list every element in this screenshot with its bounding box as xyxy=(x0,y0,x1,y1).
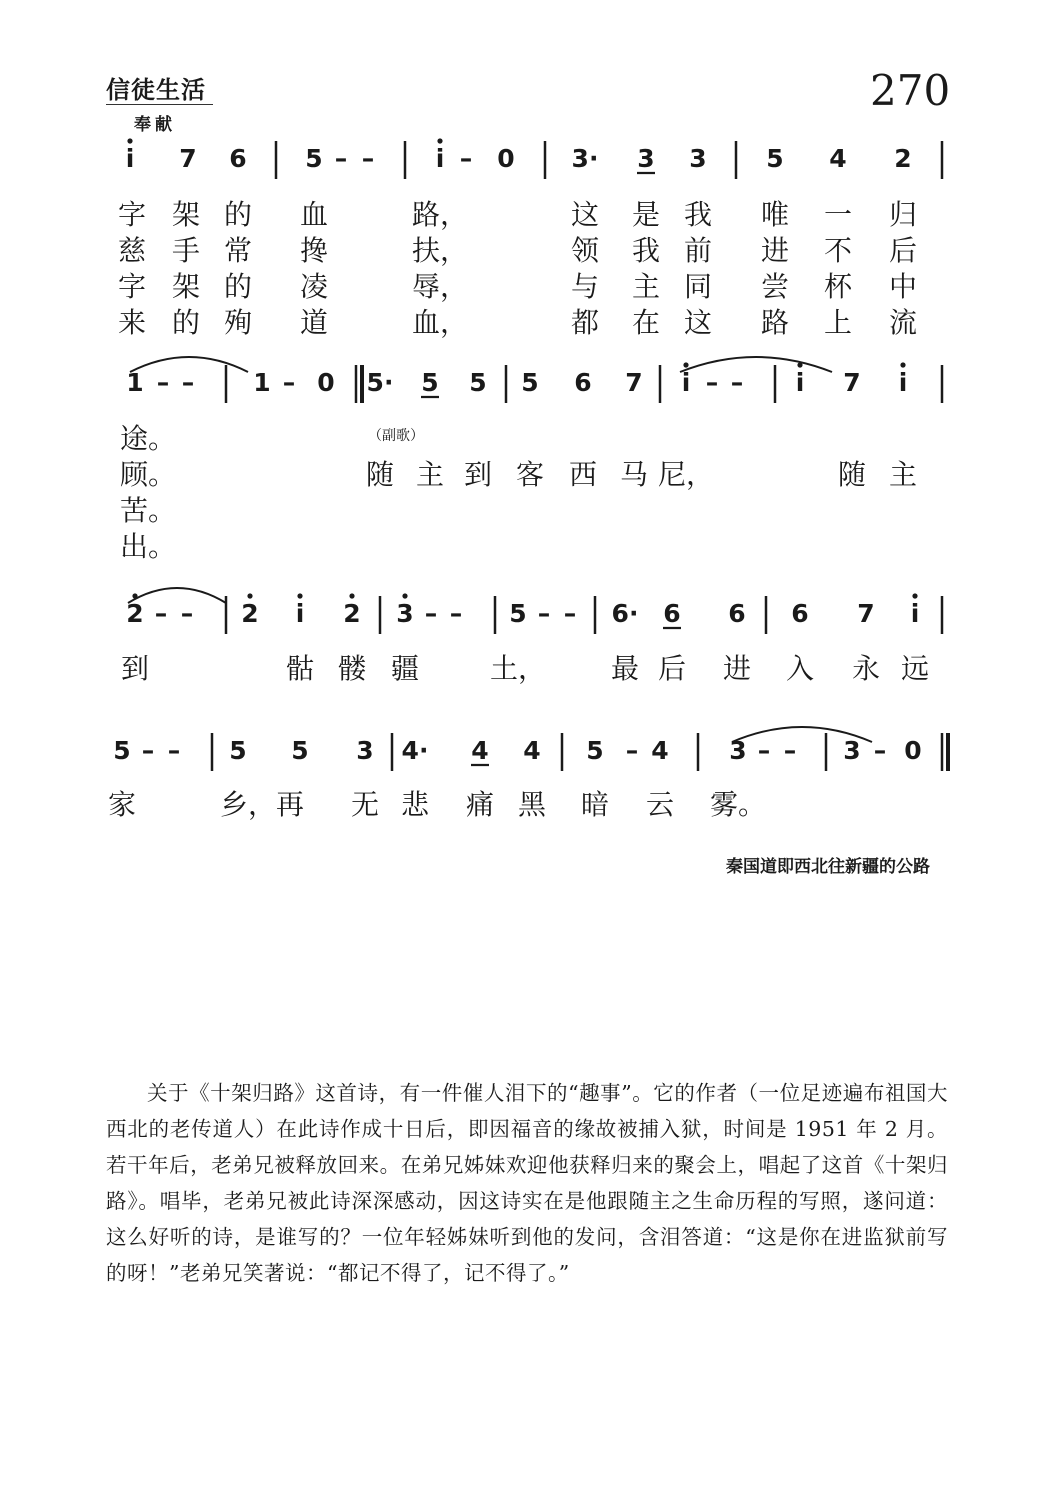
lyric-char: 悲 xyxy=(400,788,430,821)
lyric-char: 随 xyxy=(837,458,867,491)
note: 3 xyxy=(637,144,655,173)
lyric-char: 常 xyxy=(223,234,253,267)
lyric-char: 血， xyxy=(411,306,469,339)
lyric-char: 手 xyxy=(171,234,201,267)
note: – xyxy=(334,144,348,173)
lyric-char: 暗 xyxy=(580,788,610,821)
note: – xyxy=(537,599,551,628)
note: 0 xyxy=(904,736,922,765)
note: 2 xyxy=(343,599,361,628)
story-paragraph: 关于《十架归路》这首诗，有一件催人泪下的“趣事”。它的作者（一位足迹遍布祖国大西北的老传道人）在此诗作成十日后，即因福音的缘故被捕入狱，时间是 1951 年 2 月。若干年后，老弟兄被释放回来。在弟兄姊妹欢迎他获释归来的聚会上，唱起了这首《十架归路》。唱毕，老弟兄被此诗深深感动，因这诗实在是他跟随主之生命历程的写照，遂问道：这么好听的诗，是谁写的？一位年轻姊妹听到他的发问，含泪答道：“这是你在进监狱前写的呀！”老弟兄笑著说：“都记不得了，记不得了。” xyxy=(106,1081,948,1285)
note: 0 xyxy=(497,144,515,173)
note: 2 xyxy=(126,599,144,628)
lyric-char: 路 xyxy=(760,306,790,339)
lyric-char: 凌 xyxy=(299,270,329,303)
lyric-char: 与 xyxy=(570,270,600,303)
tie-slur xyxy=(680,357,832,372)
note: 6 xyxy=(791,599,809,628)
note: 1 xyxy=(253,368,271,397)
note: – xyxy=(282,368,296,397)
note: 2 xyxy=(894,144,912,173)
lyric-verse-end: 苦。 xyxy=(120,494,177,527)
lyric-char: 痛 xyxy=(465,788,495,821)
lyric-char: 我 xyxy=(631,234,661,267)
lyric-char: 搀 xyxy=(299,234,329,267)
note: 5 xyxy=(229,736,247,765)
lyric-char: 主 xyxy=(631,270,661,303)
lyric-char: 的 xyxy=(223,270,253,303)
note: i xyxy=(295,599,305,628)
lyric-char: 路， xyxy=(411,198,469,231)
note: – xyxy=(449,599,463,628)
note: 7 xyxy=(857,599,875,628)
note: 5 xyxy=(509,599,527,628)
lyric-char: 主 xyxy=(415,458,445,491)
refrain-label: （副歌） xyxy=(368,428,424,444)
score-footnote: 秦国道即西北往新疆的公路 xyxy=(726,857,930,877)
octave-dot xyxy=(297,593,302,598)
note: 6 xyxy=(229,144,247,173)
lyric-char: 无 xyxy=(350,788,380,821)
lyric-char: 这 xyxy=(570,198,600,231)
octave-dot xyxy=(437,138,442,143)
lyric-char: 永 xyxy=(851,652,881,685)
note: 6 xyxy=(663,599,681,628)
note: 4 xyxy=(471,736,489,765)
lyric-char: 在 xyxy=(631,306,661,339)
lyric-char: 髅 xyxy=(337,652,367,685)
note: i xyxy=(898,368,908,397)
note: – xyxy=(361,144,375,173)
lyric-char: 土， xyxy=(489,652,547,685)
note: – xyxy=(783,736,797,765)
lyric-char: 进 xyxy=(760,234,790,267)
note: 4· xyxy=(401,736,429,765)
lyric-char: 到 xyxy=(463,458,493,491)
note: 7 xyxy=(625,368,643,397)
note: 3 xyxy=(729,736,747,765)
octave-dot xyxy=(402,593,407,598)
note: 7 xyxy=(179,144,197,173)
note: 3 xyxy=(843,736,861,765)
note: 1 xyxy=(126,368,144,397)
note: – xyxy=(180,599,194,628)
note: – xyxy=(757,736,771,765)
note: 5 xyxy=(766,144,784,173)
lyric-char: 尝 xyxy=(760,270,790,303)
section-label: 奉献 xyxy=(134,115,176,135)
lyric-char: 领 xyxy=(570,234,600,267)
lyric-char: 最 xyxy=(610,652,640,685)
note: – xyxy=(181,368,195,397)
lyric-char: 慈 xyxy=(117,234,147,267)
lyric-char: 架 xyxy=(171,198,201,231)
octave-dot xyxy=(349,593,354,598)
note: 7 xyxy=(843,368,861,397)
lyric-verse-end: 途。 xyxy=(120,422,177,455)
lyric-char: 骷 xyxy=(285,652,315,685)
note: 3 xyxy=(396,599,414,628)
lyric-char: 随 xyxy=(365,458,395,491)
lyric-char: 中 xyxy=(888,270,918,303)
note: 5 xyxy=(113,736,131,765)
note: – xyxy=(873,736,887,765)
lyric-char: 尼， xyxy=(657,458,715,491)
lyric-char: 来 xyxy=(117,306,147,339)
lyric-char: 血 xyxy=(299,198,329,231)
lyric-char: 架 xyxy=(171,270,201,303)
lyric-char: 扶， xyxy=(411,234,469,267)
lyric-char: 主 xyxy=(888,458,918,491)
lyric-char: 西 xyxy=(568,458,598,491)
note: 5 xyxy=(586,736,604,765)
lyric-char: 一 xyxy=(823,198,853,231)
lyric-char: 家 xyxy=(107,788,137,821)
lyric-char: 到 xyxy=(120,652,150,685)
lyric-verse-end: 出。 xyxy=(120,530,177,563)
note: – xyxy=(167,736,181,765)
lyric-char: 的 xyxy=(171,306,201,339)
book-title: 信徒生活 xyxy=(106,76,206,104)
note: – xyxy=(705,368,719,397)
note: i xyxy=(125,144,135,173)
note: – xyxy=(459,144,473,173)
lyric-char: 后 xyxy=(657,652,687,685)
note: 0 xyxy=(317,368,335,397)
note: 5 xyxy=(521,368,539,397)
lyric-char: 归 xyxy=(888,198,918,231)
lyric-char: 字 xyxy=(117,198,147,231)
lyric-char: 乡，再 xyxy=(219,788,305,821)
lyric-verse-end: 顾。 xyxy=(120,458,177,491)
lyric-char: 客 xyxy=(515,458,545,491)
lyric-char: 杯 xyxy=(823,270,853,303)
note: 4 xyxy=(829,144,847,173)
octave-dot xyxy=(683,362,688,367)
note: 5 xyxy=(469,368,487,397)
lyric-char: 唯 xyxy=(760,198,790,231)
lyric-char: 同 xyxy=(683,270,713,303)
note: – xyxy=(563,599,577,628)
octave-dot xyxy=(912,593,917,598)
lyric-char: 字 xyxy=(117,270,147,303)
lyric-char: 远 xyxy=(900,652,930,685)
note: 5 xyxy=(305,144,323,173)
lyric-char: 辱， xyxy=(411,270,469,303)
octave-dot xyxy=(127,138,132,143)
lyric-char: 雾。 xyxy=(709,788,767,821)
note: 5 xyxy=(421,368,439,397)
lyric-char: 疆 xyxy=(390,652,420,685)
note: – xyxy=(730,368,744,397)
note: 6 xyxy=(574,368,592,397)
note: – xyxy=(156,368,170,397)
octave-dot xyxy=(247,593,252,598)
note: 6· xyxy=(611,599,639,628)
note: i xyxy=(795,368,805,397)
lyric-char: 的 xyxy=(223,198,253,231)
note: – xyxy=(154,599,168,628)
octave-dot xyxy=(900,362,905,367)
note: – xyxy=(424,599,438,628)
note: – xyxy=(625,736,639,765)
page-number: 270 xyxy=(870,66,951,115)
lyric-char: 云 xyxy=(645,788,675,821)
lyric-char: 马 xyxy=(619,458,649,491)
note: 5 xyxy=(291,736,309,765)
lyric-char: 都 xyxy=(570,306,600,339)
lyric-char: 前 xyxy=(683,234,713,267)
note: i xyxy=(910,599,920,628)
note: 6 xyxy=(728,599,746,628)
lyric-char: 上 xyxy=(823,306,853,339)
lyric-char: 不 xyxy=(823,234,853,267)
note: 3 xyxy=(689,144,707,173)
note: 2 xyxy=(241,599,259,628)
note: 4 xyxy=(523,736,541,765)
lyric-char: 殉 xyxy=(223,306,253,339)
note: i xyxy=(435,144,445,173)
lyric-char: 道 xyxy=(299,306,329,339)
note: 3· xyxy=(571,144,599,173)
lyric-char: 后 xyxy=(888,234,918,267)
note: 5· xyxy=(366,368,394,397)
lyric-char: 流 xyxy=(888,306,918,339)
note: – xyxy=(141,736,155,765)
lyric-char: 进 xyxy=(722,652,752,685)
note: 3 xyxy=(356,736,374,765)
lyric-char: 是 xyxy=(631,198,661,231)
note: i xyxy=(681,368,691,397)
lyric-char: 入 xyxy=(785,652,815,685)
lyric-char: 我 xyxy=(683,198,713,231)
note: 4 xyxy=(651,736,669,765)
lyric-char: 黑 xyxy=(517,788,547,821)
lyric-char: 这 xyxy=(683,306,713,339)
